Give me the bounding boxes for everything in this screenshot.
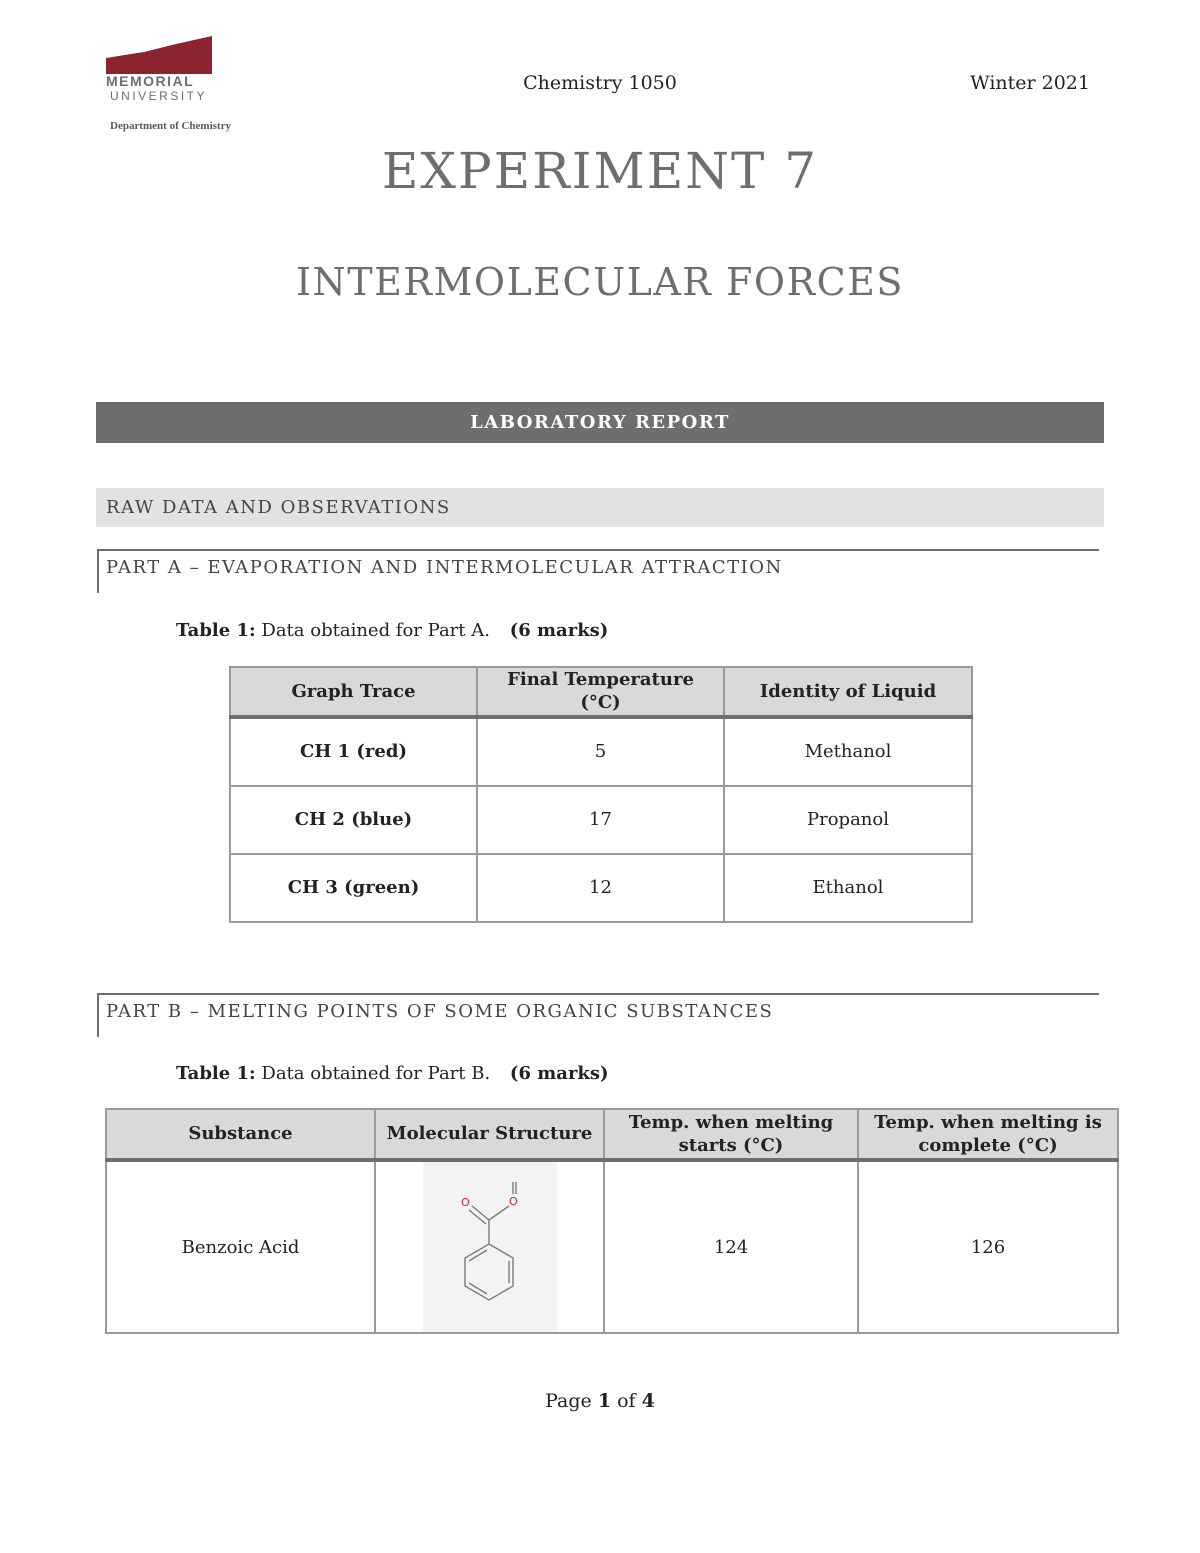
table-a-caption-text: Data obtained for Part A. <box>261 620 490 641</box>
column-header: Temp. when melting starts (°C) <box>604 1109 858 1160</box>
page-subtitle: INTERMOLECULAR FORCES <box>296 260 904 304</box>
page-title: EXPERIMENT 7 <box>381 142 819 200</box>
column-header: Substance <box>106 1109 375 1160</box>
table-cell: Ethanol <box>724 854 972 922</box>
logo-line2: UNIVERSITY <box>110 89 208 103</box>
table-cell: 5 <box>477 717 724 786</box>
section-heading-raw-data: RAW DATA AND OBSERVATIONS <box>96 488 1104 527</box>
table-cell <box>375 1160 604 1333</box>
table-row <box>230 786 972 854</box>
column-header: Identity of Liquid <box>724 667 972 717</box>
part-b-heading: PART B – MELTING POINTS OF SOME ORGANIC SUBSTANCES <box>97 993 1099 1037</box>
table-cell: 17 <box>477 786 724 854</box>
column-header: Graph Trace <box>230 667 477 717</box>
table-cell: Methanol <box>724 717 972 786</box>
oxygen-label: O <box>508 1195 518 1208</box>
table-cell: CH 1 (red) <box>230 717 477 786</box>
part-b-table <box>105 1108 1119 1334</box>
table-row <box>230 854 972 922</box>
table-row <box>106 1160 1118 1333</box>
logo-line3: Department of Chemistry <box>110 120 231 132</box>
footer-current-page: 1 <box>597 1390 612 1412</box>
table-cell: Propanol <box>724 786 972 854</box>
table-b-caption-label: Table 1: <box>176 1063 256 1084</box>
report-banner: LABORATORY REPORT <box>96 402 1104 443</box>
footer-prefix: Page <box>545 1390 592 1412</box>
table-a-caption <box>176 620 608 641</box>
footer-middle: of <box>617 1390 636 1412</box>
table-a-marks: (6 marks) <box>509 620 609 641</box>
table-a-caption-label: Table 1: <box>176 620 256 641</box>
table-cell: 124 <box>604 1160 858 1333</box>
table-cell: CH 2 (blue) <box>230 786 477 854</box>
page-footer <box>0 1390 1200 1412</box>
footer-total-pages: 4 <box>641 1390 655 1412</box>
table-b-caption-text: Data obtained for Part B. <box>261 1063 491 1084</box>
table-cell: CH 3 (green) <box>230 854 477 922</box>
column-header: Final Temperature (°C) <box>477 667 724 717</box>
term: Winter 2021 <box>970 72 1090 94</box>
part-a-table <box>229 666 973 923</box>
table-header-row <box>230 667 972 717</box>
table-cell: Benzoic Acid <box>106 1160 375 1333</box>
table-cell: 12 <box>477 854 724 922</box>
part-a-heading: PART A – EVAPORATION AND INTERMOLECULAR ATTRACTION <box>97 549 1099 593</box>
column-header: Temp. when melting is complete (°C) <box>858 1109 1118 1160</box>
table-b-marks: (6 marks) <box>509 1063 609 1084</box>
table-cell: 126 <box>858 1160 1118 1333</box>
table-row <box>230 717 972 786</box>
benzoic-acid-structure-icon <box>423 1162 557 1332</box>
oxygen-label: O <box>460 1196 470 1209</box>
column-header: Molecular Structure <box>375 1109 604 1160</box>
table-b-caption <box>176 1063 609 1084</box>
table-header-row <box>106 1109 1118 1160</box>
course-name: Chemistry 1050 <box>523 72 677 94</box>
logo-line1: MEMORIAL <box>106 73 195 89</box>
